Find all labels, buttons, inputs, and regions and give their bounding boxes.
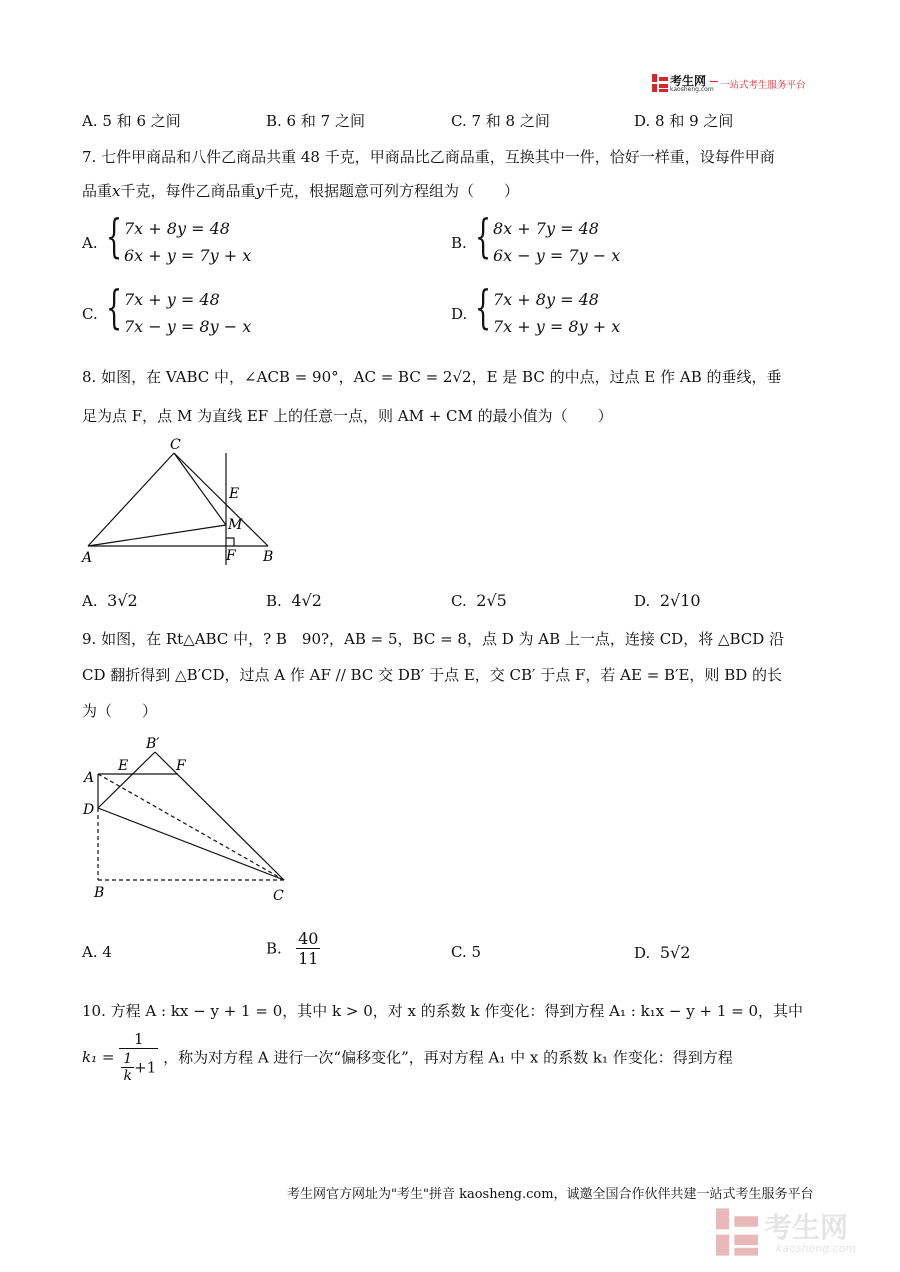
page-footer: 考生网官方网址为"考生"拼音 kaosheng.com，诚邀全国合作伙伴共建一站式考生服务平台 [287,1187,814,1202]
q8-stem-line1: 8. 如图，在 VABC 中，∠ACB = 90°，AC = BC = 2√2，E 是 BC 的中点，过点 E 作 AB 的垂线，垂 [82,368,782,386]
q9-option-b: B. $\frac{40}{11}$ [266,929,319,968]
q9-label-b-prime: B′ [146,736,160,752]
q9-option-c: C. 5 [451,943,482,961]
q8-stem-line2: 足为点 F，点 M 为直线 EF 上的任意一点，则 AM + CM 的最小值为（ ） [82,407,613,425]
q10-k1-label: k₁ = [82,1048,115,1066]
q7-option-d-label: D. [451,305,468,323]
logo-main-text: 考生网 [670,74,707,88]
logo-sub-text: kaosheng.com [670,86,714,93]
header-slogan: 一站式考生服务平台 [720,80,806,91]
q10-stem-line1: 10. 方程 A : kx − y + 1 = 0，其中 k > 0，对 x 的系数 k 作变化：得到方程 A₁ : k₁x − y + 1 = 0，其中 [82,1002,804,1020]
q7-stem-line2: 品重x千克，每件乙商品重y千克，根据题意可列方程组为（ ） [82,182,519,200]
q8-option-b: B. 4√2 [266,591,322,610]
q8-segment-cm [174,453,226,525]
q9-label-d: D [83,802,95,818]
q8-side-ac [88,453,174,546]
q7-option-a-eq2: 6x + y = 7y + x [124,246,252,265]
q8-label-f: F [226,548,236,564]
q8-label-e: E [229,486,240,502]
q7-option-b-eq1: 8x + 7y = 48 [493,219,599,238]
q7-option-d-eq1: 7x + 8y = 48 [493,290,599,309]
q8-segment-am [88,525,226,546]
watermark-logo-icon [716,1208,758,1256]
q7-stem-line1: 7. 七件甲商品和八件乙商品共重 48 千克，甲商品比乙商品重，互换其中一件，恰好一样重，设每件甲商 [82,148,775,166]
q6-option-d: D. 8 和 9 之间 [634,112,734,130]
q8-option-a: A. 3√2 [82,591,138,610]
q8-label-b: B [263,549,274,565]
q8-option-c: C. 2√5 [451,591,507,610]
q9-segment-b-prime-c [155,752,284,880]
q7-option-d-eq2: 7x + y = 8y + x [493,317,621,336]
q9-label-b: B [94,885,105,901]
q9-label-f: F [176,758,186,774]
q8-triangle-figure [78,435,298,575]
q9-fold-figure [78,730,298,905]
q6-option-a: A. 5 和 6 之间 [82,112,181,130]
q7-option-c-label: C. [82,305,98,323]
header-logo [652,72,822,96]
q7-option-c-eq2: 7x − y = 8y − x [124,317,252,336]
q7-option-b-label: B. [451,234,467,252]
q9-label-a: A [84,770,95,786]
q8-side-cb [174,453,268,546]
q8-right-angle-mark [226,538,234,546]
watermark [716,1206,876,1260]
q9-segment-dc-dashed [98,774,284,880]
q10-stem-line2 [82,1030,733,1084]
q9-stem-line3: 为（ ） [82,702,158,720]
watermark-sub-text: kaosheng.com [776,1242,857,1255]
q9-stem-line1: 9. 如图，在 Rt△ABC 中，? B 90?，AB = 5，BC = 8，点 D 为 AB 上一点，连接 CD，将 △BCD 沿 [82,630,785,648]
q6-option-b: B. 6 和 7 之间 [266,112,365,130]
q8-label-c: C [170,437,181,453]
q9-option-b-fraction: $\frac{40}{11}$ [298,929,319,968]
q6-option-c: C. 7 和 8 之间 [451,112,550,130]
watermark-main-text: 考生网 [764,1211,849,1244]
q9-option-a: A. 4 [82,943,112,961]
q10-k1-fraction: 1 $\frac{1}{k}$ +1 [119,1030,158,1084]
logo-divider [710,81,718,82]
q10-stem-line2-rest: ，称为对方程 A 进行一次“偏移变化”，再对方程 A₁ 中 x 的系数 k₁ 作变化：得到方程 [163,1048,733,1067]
q8-label-m: M [228,517,243,533]
q9-segment-dc [98,808,284,880]
q8-option-d: D. 2√10 [634,591,701,610]
q7-option-b-eq2: 6x − y = 7y − x [493,246,621,265]
q8-label-a: A [82,550,93,566]
kaosheng-logo-icon [652,74,668,92]
q7-option-a-label: A. [82,234,98,252]
q9-stem-line2: CD 翻折得到 △B′CD，过点 A 作 AF // BC 交 DB′ 于点 E，交 CB′ 于点 F，若 AE = B′E，则 BD 的长 [82,666,783,684]
q7-option-a-eq1: 7x + 8y = 48 [124,219,230,238]
q7-option-c-eq1: 7x + y = 48 [124,290,220,309]
q9-label-e: E [118,758,129,774]
q9-option-d: D. 5√2 [634,943,691,962]
q9-label-c: C [273,888,284,904]
